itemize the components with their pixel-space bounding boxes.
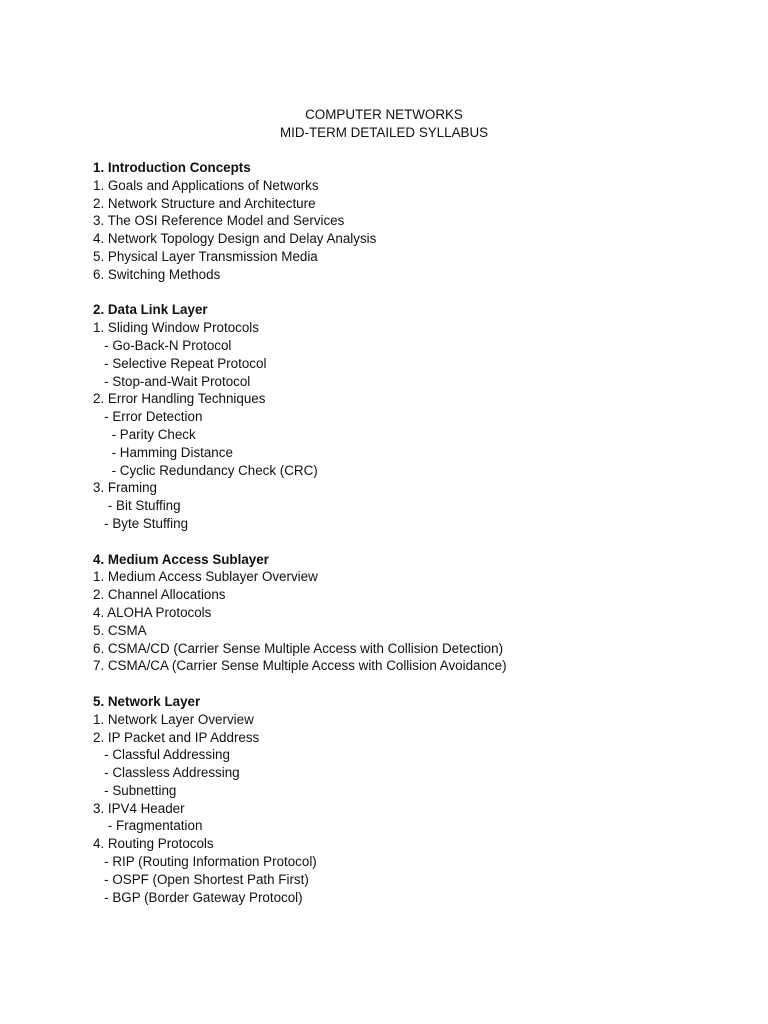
syllabus-item: - Classless Addressing (93, 765, 240, 781)
section-heading: 5. Network Layer (93, 693, 201, 709)
syllabus-item: - Fragmentation (93, 818, 203, 834)
syllabus-item: - Stop-and-Wait Protocol (93, 373, 251, 389)
syllabus-item: 2. IP Packet and IP Address (93, 729, 260, 745)
syllabus-content (93, 159, 733, 906)
section-heading: 4. Medium Access Sublayer (93, 551, 269, 567)
syllabus-item: 4. Network Topology Design and Delay Analysis (93, 231, 377, 247)
syllabus-item: 1. Goals and Applications of Networks (93, 177, 319, 193)
syllabus-item: 2. Network Structure and Architecture (93, 195, 316, 211)
section-heading: 1. Introduction Concepts (93, 160, 251, 175)
syllabus-item: 2. Error Handling Techniques (93, 391, 266, 407)
syllabus-item: 6. CSMA/CD (Carrier Sense Multiple Access with Collision Detection) (93, 640, 504, 656)
syllabus-item: 3. The OSI Reference Model and Services (93, 213, 345, 229)
syllabus-item: 4. Routing Protocols (93, 836, 214, 852)
syllabus-item: 2. Channel Allocations (93, 587, 226, 603)
blank-line (93, 675, 733, 693)
syllabus-item: 3. Framing (93, 480, 157, 496)
syllabus-item: 1. Medium Access Sublayer Overview (93, 569, 318, 585)
syllabus-item: - Bit Stuffing (93, 498, 181, 514)
syllabus-item: 5. CSMA (93, 622, 147, 638)
section-heading: 2. Data Link Layer (93, 302, 208, 318)
syllabus-item: 5. Physical Layer Transmission Media (93, 248, 318, 264)
syllabus-item: - Byte Stuffing (93, 515, 189, 531)
syllabus-item: - Error Detection (93, 409, 203, 425)
syllabus-item: - BGP (Border Gateway Protocol) (93, 889, 303, 905)
syllabus-item: - Selective Repeat Protocol (93, 355, 267, 371)
document-title: COMPUTER NETWORKS (305, 107, 463, 122)
syllabus-item: 1. Network Layer Overview (93, 711, 254, 727)
syllabus-item: - Hamming Distance (93, 444, 233, 460)
syllabus-item: - Subnetting (93, 782, 177, 798)
syllabus-item: - Parity Check (93, 426, 196, 442)
syllabus-item: 7. CSMA/CA (Carrier Sense Multiple Access with Collision Avoidance) (93, 658, 507, 674)
blank-line (93, 284, 733, 302)
syllabus-item: - Classful Addressing (93, 747, 230, 763)
syllabus-item: - Go-Back-N Protocol (93, 337, 232, 353)
blank-line (93, 533, 733, 551)
syllabus-item: 1. Sliding Window Protocols (93, 320, 259, 336)
document-subtitle: MID-TERM DETAILED SYLLABUS (279, 124, 489, 140)
syllabus-item: - RIP (Routing Information Protocol) (93, 854, 317, 870)
syllabus-item: - OSPF (Open Shortest Path First) (93, 871, 309, 887)
title-block (0, 106, 768, 142)
syllabus-item: - Cyclic Redundancy Check (CRC) (93, 462, 318, 478)
syllabus-item: 3. IPV4 Header (93, 800, 185, 816)
syllabus-item: 4. ALOHA Protocols (93, 604, 212, 620)
syllabus-item: 6. Switching Methods (93, 266, 221, 282)
